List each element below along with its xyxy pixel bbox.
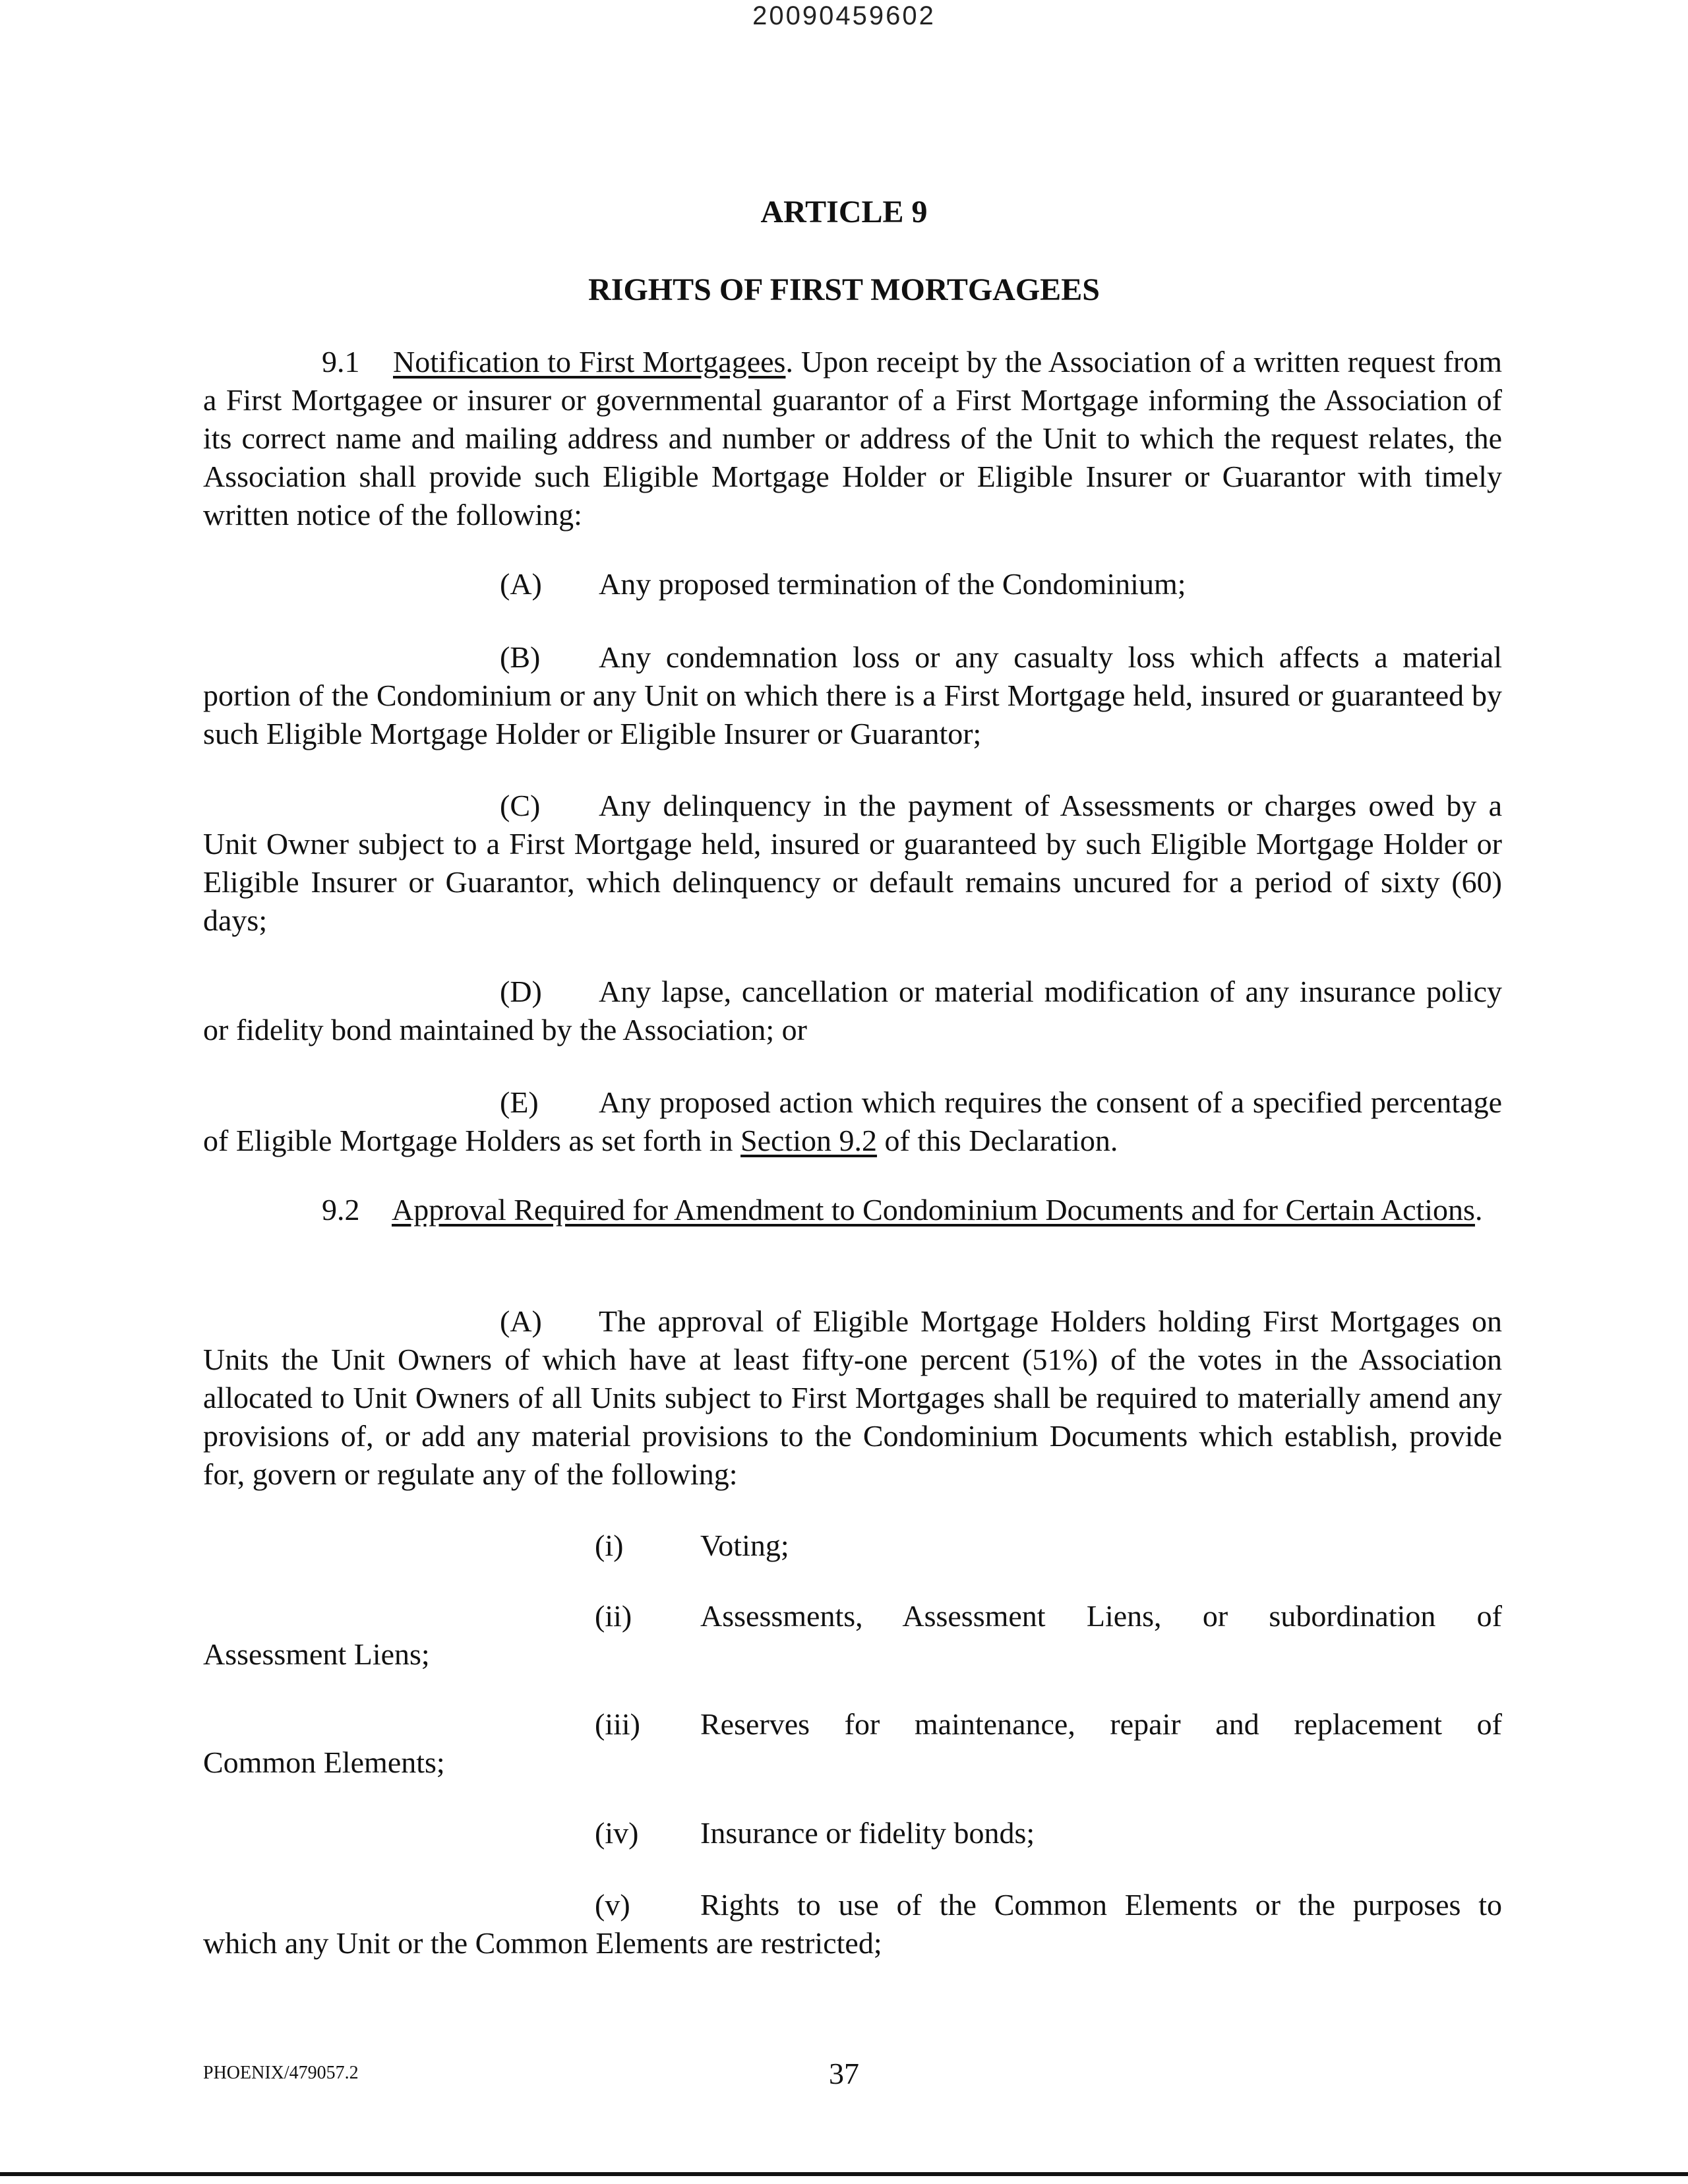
section-9-2 [203, 1191, 1502, 1229]
subitem-text: Rights to use of the Common Elements or the purposes to [700, 1888, 1502, 1922]
article-subtitle: RIGHTS OF FIRST MORTGAGEES [588, 272, 1100, 307]
item-9-1-d [203, 973, 1502, 1049]
subitem-text: Reserves for maintenance, repair and replacement of [700, 1707, 1502, 1741]
subitem-label: (i) [595, 1529, 624, 1562]
subitem-label: (ii) [595, 1599, 632, 1633]
item-text: Any lapse, cancellation or material modification of any insurance policy or fidelity bond maintained by the Association; or [203, 975, 1502, 1046]
item-9-1-e [203, 1083, 1502, 1160]
item-label: (E) [500, 1085, 539, 1119]
subitem-i [595, 1527, 789, 1565]
subitem-label: (v) [595, 1888, 630, 1922]
subitem-text: Voting; [700, 1529, 789, 1562]
item-label: (C) [500, 789, 541, 822]
subitem-text: Insurance or fidelity bonds; [700, 1816, 1035, 1850]
item-label: (B) [500, 640, 541, 674]
document-number: 20090459602 [752, 1, 936, 30]
subitem-text: Assessments, Assessment Liens, or subordination of [700, 1599, 1502, 1633]
section-9-2-link[interactable]: Section 9.2 [740, 1124, 878, 1157]
item-text: Any proposed termination of the Condominium; [599, 567, 1186, 601]
item-text: The approval of Eligible Mortgage Holders holding First Mortgages on Units the Unit Owners of which have at least fifty-one percent (51%) of the votes in the Association allocated to Unit Owners of all Units subject to First Mortgages shall be required to materially amend any provisions of, or add any material provisions to the Condominium Documents which establish, provide for, govern or regulate any of the following: [203, 1304, 1502, 1491]
subitem-label: (iv) [595, 1816, 639, 1850]
section-9-2-heading-end: . [1474, 1193, 1483, 1227]
item-label: (A) [500, 567, 542, 601]
article-title: ARTICLE 9 [760, 195, 928, 229]
subitem-label: (iii) [595, 1707, 640, 1741]
item-label: (D) [500, 975, 542, 1008]
page-number: 37 [829, 2057, 859, 2090]
item-9-2-a [203, 1302, 1502, 1494]
item-text-after: of this Declaration. [877, 1124, 1118, 1157]
subitem-iii-continued: Common Elements; [203, 1745, 445, 1779]
subitem-v [595, 1886, 1502, 1924]
section-9-1-text: . Upon receipt by the Association of a written request from a First Mortgagee or insurer or governmental guarantor of a First Mortgage informing the Association of its correct name and mailing address and number or address of the Unit to which the request relates, the Association shall provide such Eligible Mortgage Holder or Eligible Insurer or Guarantor with timely written notice of the following: [203, 345, 1502, 531]
section-9-1 [203, 343, 1502, 534]
item-label: (A) [500, 1304, 542, 1338]
subitem-ii [595, 1597, 1502, 1635]
section-9-1-heading: Notification to First Mortgagees [393, 345, 786, 379]
item-text: Any condemnation loss or any casualty loss which affects a material portion of the Condominium or any Unit on which there is a First Mortgage held, insured or guaranteed by such Eligible Mortgage Holder or Eligible Insurer or Guarantor; [203, 640, 1502, 750]
section-9-2-number: 9.2 [322, 1193, 360, 1227]
section-9-1-number: 9.1 [322, 345, 360, 379]
subitem-iii [595, 1705, 1502, 1744]
item-text-before: Any proposed action which requires the consent of a specified percentage of Eligible Mortgage Holders as set forth in [203, 1085, 1502, 1157]
subitem-v-continued: which any Unit or the Common Elements are restricted; [203, 1926, 882, 1960]
item-text: Any delinquency in the payment of Assessments or charges owed by a Unit Owner subject to a First Mortgage held, insured or guaranteed by such Eligible Mortgage Holder or Eligible Insurer or Guarantor, which delinquency or default remains uncured for a period of sixty (60) days; [203, 789, 1502, 937]
item-9-1-a [203, 565, 1502, 603]
subitem-ii-continued: Assessment Liens; [203, 1637, 430, 1671]
subitem-iv [595, 1814, 1035, 1852]
bottom-rule [0, 2172, 1688, 2176]
item-9-1-c [203, 787, 1502, 940]
footer-doc-id: PHOENIX/479057.2 [203, 2063, 359, 2083]
section-9-2-heading: Approval Required for Amendment to Condominium Documents and for Certain Actions [392, 1193, 1475, 1227]
item-9-1-b [203, 638, 1502, 753]
